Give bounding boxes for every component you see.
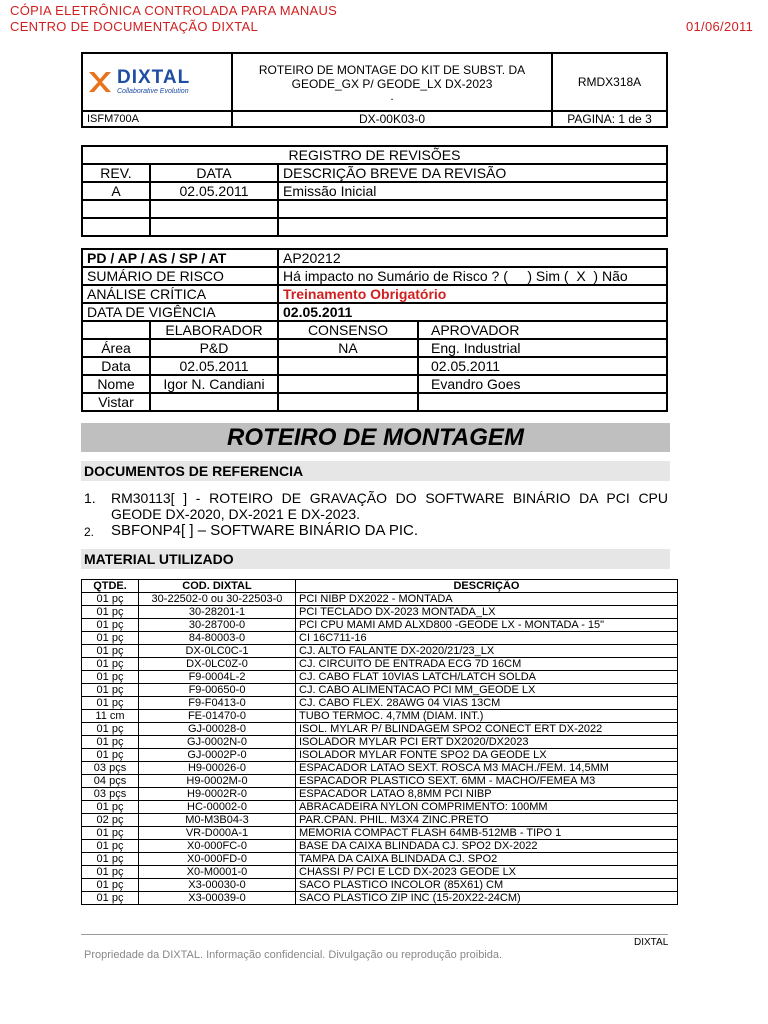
reference-item-number: 1. <box>84 490 96 506</box>
material-row <box>82 697 678 710</box>
logo-text: DIXTAL <box>117 67 191 88</box>
material-qty: 01 pç <box>82 697 139 710</box>
document-title-cell <box>232 53 552 111</box>
risk-label: SUMÁRIO DE RISCO <box>82 267 278 285</box>
material-desc: PCI CPU MAMI AMD ALXD800 -GEODE LX - MONTADA - 15" <box>296 619 678 632</box>
material-desc: CJ. ALTO FALANTE DX-2020/21/23_LX <box>296 645 678 658</box>
approval-col-aprovador: APROVADOR <box>418 321 667 339</box>
pd-value: AP20212 <box>278 249 667 267</box>
material-code: X3-00039-0 <box>139 892 296 905</box>
material-qty: 04 pçs <box>82 775 139 788</box>
material-desc: ISOL. MYLAR P/ BLINDAGEM SPO2 CONECT ERT DX-2022 <box>296 723 678 736</box>
material-row <box>82 814 678 827</box>
material-code: GJ-00028-0 <box>139 723 296 736</box>
material-row <box>82 671 678 684</box>
form-code: ISFM700A <box>82 111 232 127</box>
approval-cons <box>278 357 418 375</box>
revision-desc: Emissão Inicial <box>278 182 667 200</box>
material-code: F9-00650-0 <box>139 684 296 697</box>
material-desc: SACO PLASTICO INCOLOR (85X61) CM <box>296 879 678 892</box>
approval-row-label: Nome <box>82 375 150 393</box>
approval-row <box>82 339 667 357</box>
material-row <box>82 710 678 723</box>
approval-row <box>82 393 667 411</box>
reference-item-1-line1: RM30113[ ] - ROTEIRO DE GRAVAÇÃO DO SOFTWARE BINÁRIO DA PCI CPU <box>111 490 668 506</box>
material-row <box>82 749 678 762</box>
references-section-title: DOCUMENTOS DE REFERENCIA <box>81 461 670 481</box>
risk-value: Há impacto no Sumário de Risco ? ( ) Sim ( X ) Não <box>278 267 667 285</box>
material-qty: 01 pç <box>82 606 139 619</box>
approval-aprov: Eng. Industrial <box>418 339 667 357</box>
document-id: RMDX318A <box>552 53 667 111</box>
material-desc: BASE DA CAIXA BLINDADA CJ. SPO2 DX-2022 <box>296 840 678 853</box>
material-code: FE-01470-0 <box>139 710 296 723</box>
validity-value: 02.05.2011 <box>278 303 667 321</box>
material-code: F9-0004L-2 <box>139 671 296 684</box>
material-row <box>82 892 678 905</box>
approval-elab <box>150 393 278 411</box>
logo-tagline: Collaborative Evolution <box>117 88 189 95</box>
material-code: 30-28700-0 <box>139 619 296 632</box>
dixtal-logo-icon <box>87 69 113 95</box>
material-desc: CI 16C711-16 <box>296 632 678 645</box>
material-code: HC-00002-0 <box>139 801 296 814</box>
document-title-line2: GEODE_GX P/ GEODE_LX DX-2023 <box>291 77 493 91</box>
revision-rev <box>82 218 150 236</box>
material-code: H9-0002M-0 <box>139 775 296 788</box>
material-qty: 01 pç <box>82 658 139 671</box>
material-row <box>82 840 678 853</box>
material-desc: CJ. CABO ALIMENTACAO PCI MM_GEODE LX <box>296 684 678 697</box>
material-row <box>82 723 678 736</box>
material-desc: ESPACADOR LATAO 8,8MM PCI NIBP <box>296 788 678 801</box>
analysis-value: Treinamento Obrigatório <box>278 285 667 303</box>
material-desc: ISOLADOR MYLAR PCI ERT DX2020/DX2023 <box>296 736 678 749</box>
material-section-title: MATERIAL UTILIZADO <box>81 549 670 569</box>
analysis-label: ANÁLISE CRÍTICA <box>82 285 278 303</box>
material-desc: CHASSI P/ PCI E LCD DX-2023 GEODE LX <box>296 866 678 879</box>
material-row <box>82 788 678 801</box>
material-qty: 02 pç <box>82 814 139 827</box>
material-row <box>82 593 678 606</box>
material-qty: 01 pç <box>82 684 139 697</box>
revision-row <box>82 200 667 218</box>
copy-stamp-date: 01/06/2011 <box>686 19 754 34</box>
approval-row <box>82 357 667 375</box>
document-number: DX-00K03-0 <box>232 111 552 127</box>
material-desc: MEMORIA COMPACT FLASH 64MB-512MB - TIPO 1 <box>296 827 678 840</box>
material-table <box>81 579 678 905</box>
material-qty: 01 pç <box>82 827 139 840</box>
material-qty: 01 pç <box>82 853 139 866</box>
material-desc: PCI TECLADO DX-2023 MONTADA_LX <box>296 606 678 619</box>
material-row <box>82 632 678 645</box>
revision-table <box>81 145 668 237</box>
logo-cell <box>82 53 232 111</box>
material-row <box>82 853 678 866</box>
material-code: 30-22502-0 ou 30-22503-0 <box>139 593 296 606</box>
approval-aprov: Evandro Goes <box>418 375 667 393</box>
material-desc: CJ. CABO FLEX. 28AWG 04 VIAS 13CM <box>296 697 678 710</box>
reference-item-1-line2: GEODE DX-2020, DX-2021 E DX-2023. <box>111 506 361 522</box>
material-desc: CJ. CABO FLAT 10VIAS LATCH/LATCH SOLDA <box>296 671 678 684</box>
material-desc: TAMPA DA CAIXA BLINDADA CJ. SPO2 <box>296 853 678 866</box>
material-row <box>82 658 678 671</box>
footer-divider <box>81 934 668 935</box>
reference-item-2-line1: SBFONP4[ ] – SOFTWARE BINÁRIO DA PIC. <box>111 522 419 539</box>
approval-table <box>81 248 668 412</box>
approval-row-label: Data <box>82 357 150 375</box>
revision-col-desc: DESCRIÇÃO BREVE DA REVISÃO <box>278 164 667 182</box>
approval-col-elaborador: ELABORADOR <box>150 321 278 339</box>
material-code: 30-28201-1 <box>139 606 296 619</box>
approval-aprov <box>418 393 667 411</box>
material-code: 84-80003-0 <box>139 632 296 645</box>
material-qty: 01 pç <box>82 632 139 645</box>
material-col-qty: QTDE. <box>82 580 139 593</box>
dixtal-logo <box>87 68 227 96</box>
material-qty: 01 pç <box>82 619 139 632</box>
material-row <box>82 684 678 697</box>
revision-rev: A <box>82 182 150 200</box>
material-qty: 01 pç <box>82 840 139 853</box>
material-qty: 11 cm <box>82 710 139 723</box>
material-row <box>82 775 678 788</box>
material-qty: 01 pç <box>82 723 139 736</box>
material-qty: 01 pç <box>82 866 139 879</box>
material-desc: ESPACADOR PLASTICO SEXT. 6MM - MACHO/FEMEA M3 <box>296 775 678 788</box>
document-header <box>81 52 668 128</box>
approval-cons <box>278 375 418 393</box>
material-row <box>82 736 678 749</box>
material-qty: 03 pçs <box>82 762 139 775</box>
material-code: VR-D000A-1 <box>139 827 296 840</box>
approval-elab: 02.05.2011 <box>150 357 278 375</box>
material-row <box>82 879 678 892</box>
material-qty: 01 pç <box>82 749 139 762</box>
approval-cons <box>278 393 418 411</box>
material-code: F9-F0413-0 <box>139 697 296 710</box>
material-code: H9-00026-0 <box>139 762 296 775</box>
material-qty: 01 pç <box>82 801 139 814</box>
material-row <box>82 606 678 619</box>
revision-col-date: DATA <box>150 164 278 182</box>
revision-date: 02.05.2011 <box>150 182 278 200</box>
approval-elab: P&D <box>150 339 278 357</box>
material-desc: ABRACADEIRA NYLON COMPRIMENTO: 100MM <box>296 801 678 814</box>
revision-date <box>150 200 278 218</box>
page-indicator: PAGINA: 1 de 3 <box>552 111 667 127</box>
main-title-banner: ROTEIRO DE MONTAGEM <box>81 423 670 452</box>
copy-stamp-line2: CENTRO DE DOCUMENTAÇÃO DIXTAL <box>10 19 259 34</box>
material-desc: CJ. CIRCUITO DE ENTRADA ECG 7D 16CM <box>296 658 678 671</box>
copy-stamp-line1: CÓPIA ELETRÔNICA CONTROLADA PARA MANAUS <box>10 3 338 18</box>
material-desc: ISOLADOR MYLAR FONTE SPO2 DA GEODE LX <box>296 749 678 762</box>
approval-elab: Igor N. Candiani <box>150 375 278 393</box>
material-code: DX-0LC0C-1 <box>139 645 296 658</box>
material-row <box>82 801 678 814</box>
material-col-desc: DESCRIÇÃO <box>296 580 678 593</box>
approval-corner <box>82 321 150 339</box>
revision-date <box>150 218 278 236</box>
revision-row <box>82 218 667 236</box>
material-row <box>82 619 678 632</box>
approval-row <box>82 375 667 393</box>
document-title-dot: . <box>390 89 394 103</box>
material-desc: TUBO TERMOC. 4,7MM (DIAM. INT.) <box>296 710 678 723</box>
footer-brand: DIXTAL <box>634 937 669 948</box>
approval-row-label: Vistar <box>82 393 150 411</box>
material-code: GJ-0002P-0 <box>139 749 296 762</box>
material-qty: 01 pç <box>82 671 139 684</box>
material-qty: 01 pç <box>82 593 139 606</box>
approval-cons: NA <box>278 339 418 357</box>
material-code: DX-0LC0Z-0 <box>139 658 296 671</box>
material-desc: SACO PLASTICO ZIP INC (15-20X22-24CM) <box>296 892 678 905</box>
footer-confidential-note: Propriedade da DIXTAL. Informação confidencial. Divulgação ou reprodução proibida. <box>84 949 503 961</box>
pd-label: PD / AP / AS / SP / AT <box>82 249 278 267</box>
document-title-line1: ROTEIRO DE MONTAGE DO KIT DE SUBST. DA <box>258 63 526 77</box>
material-desc: ESPACADOR LATAO SEXT. ROSCA M3 MACH./FEM. 14,5MM <box>296 762 678 775</box>
material-row <box>82 866 678 879</box>
revision-desc <box>278 200 667 218</box>
material-code: H9-0002R-0 <box>139 788 296 801</box>
material-qty: 01 pç <box>82 645 139 658</box>
material-qty: 01 pç <box>82 736 139 749</box>
approval-row-label: Área <box>82 339 150 357</box>
material-col-code: COD. DIXTAL <box>139 580 296 593</box>
material-row <box>82 762 678 775</box>
material-desc: PCI NIBP DX2022 - MONTADA <box>296 593 678 606</box>
material-desc: PAR.CPAN. PHIL. M3X4 ZINC.PRETO <box>296 814 678 827</box>
material-qty: 03 pçs <box>82 788 139 801</box>
material-code: X0-000FC-0 <box>139 840 296 853</box>
revision-row <box>82 182 667 200</box>
revision-rev <box>82 200 150 218</box>
material-qty: 01 pç <box>82 892 139 905</box>
approval-aprov: 02.05.2011 <box>418 357 667 375</box>
revision-desc <box>278 218 667 236</box>
material-row <box>82 827 678 840</box>
reference-item-number: 2. <box>84 525 95 539</box>
material-code: X0-M0001-0 <box>139 866 296 879</box>
material-qty: 01 pç <box>82 879 139 892</box>
material-code: M0-M3B04-3 <box>139 814 296 827</box>
validity-label: DATA DE VIGÊNCIA <box>82 303 278 321</box>
approval-col-consenso: CONSENSO <box>278 321 418 339</box>
material-code: X3-00030-0 <box>139 879 296 892</box>
revision-table-title: REGISTRO DE REVISÕES <box>82 146 667 164</box>
material-code: GJ-0002N-0 <box>139 736 296 749</box>
revision-col-rev: REV. <box>82 164 150 182</box>
material-code: X0-000FD-0 <box>139 853 296 866</box>
material-row <box>82 645 678 658</box>
